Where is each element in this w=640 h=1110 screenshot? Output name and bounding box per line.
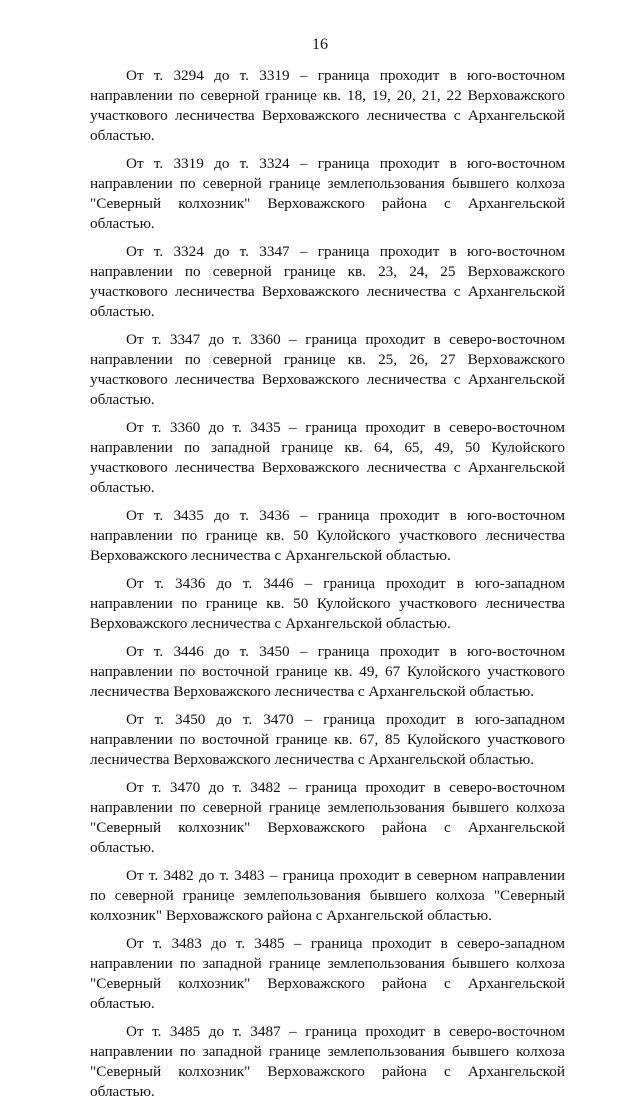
paragraph: От т. 3483 до т. 3485 – граница проходит в северо-западном направлении по западной границе землепользования бывшего колхоза "Северный колхозник" Верховажского района с Архангельской областью. — [90, 935, 565, 1012]
paragraph: От т. 3436 до т. 3446 – граница проходит в юго-западном направлении по границе кв. 50 Кулойского участкового лесничества Верховажского лесничества с Архангельской областью. — [90, 575, 565, 632]
paragraph: От т. 3446 до т. 3450 – граница проходит в юго-восточном направлении по восточной границе кв. 49, 67 Кулойского участкового лесничества Верховажского лесничества с Архангельской областью. — [90, 643, 565, 700]
paragraph: От т. 3360 до т. 3435 – граница проходит в северо-восточном направлении по западной границе кв. 64, 65, 49, 50 Кулойского участкового лесничества Верховажского лесничества с Архангельской областью. — [90, 419, 565, 496]
document-body — [90, 66, 565, 1110]
page-number: 16 — [312, 36, 328, 53]
paragraph: От т. 3319 до т. 3324 – граница проходит в юго-восточном направлении по северной границе землепользования бывшего колхоза "Северный колхозник" Верховажского района с Архангельской областью. — [90, 155, 565, 232]
paragraph: От т. 3324 до т. 3347 – граница проходит в юго-восточном направлении по северной границе кв. 23, 24, 25 Верховажского участкового лесничества Верховажского лесничества с Архангельской областью. — [90, 243, 565, 320]
paragraph: От т. 3347 до т. 3360 – граница проходит в северо-восточном направлении по северной границе кв. 25, 26, 27 Верховажского участкового лесничества Верховажского лесничества с Архангельской областью. — [90, 331, 565, 408]
paragraph: От т. 3294 до т. 3319 – граница проходит в юго-восточном направлении по северной границе кв. 18, 19, 20, 21, 22 Верховажского участкового лесничества Верховажского лесничества с Архангельской областью. — [90, 67, 565, 144]
paragraph: От т. 3485 до т. 3487 – граница проходит в северо-восточном направлении по западной границе землепользования бывшего колхоза "Северный колхозник" Верховажского района с Архангельской областью. — [90, 1023, 565, 1100]
paragraph: От т. 3470 до т. 3482 – граница проходит в северо-восточном направлении по северной границе землепользования бывшего колхоза "Северный колхозник" Верховажского района с Архангельской областью. — [90, 779, 565, 856]
paragraph: От т. 3450 до т. 3470 – граница проходит в юго-западном направлении по восточной границе кв. 67, 85 Кулойского участкового лесничества Верховажского лесничества с Архангельской областью. — [90, 711, 565, 768]
paragraph: От т. 3482 до т. 3483 – граница проходит в северном направлении по северной границе землепользования бывшего колхоза "Северный колхозник" Верховажского района с Архангельской областью. — [90, 867, 565, 924]
paragraph: От т. 3435 до т. 3436 – граница проходит в юго-восточном направлении по границе кв. 50 Кулойского участкового лесничества Верховажского лесничества с Архангельской областью. — [90, 507, 565, 564]
